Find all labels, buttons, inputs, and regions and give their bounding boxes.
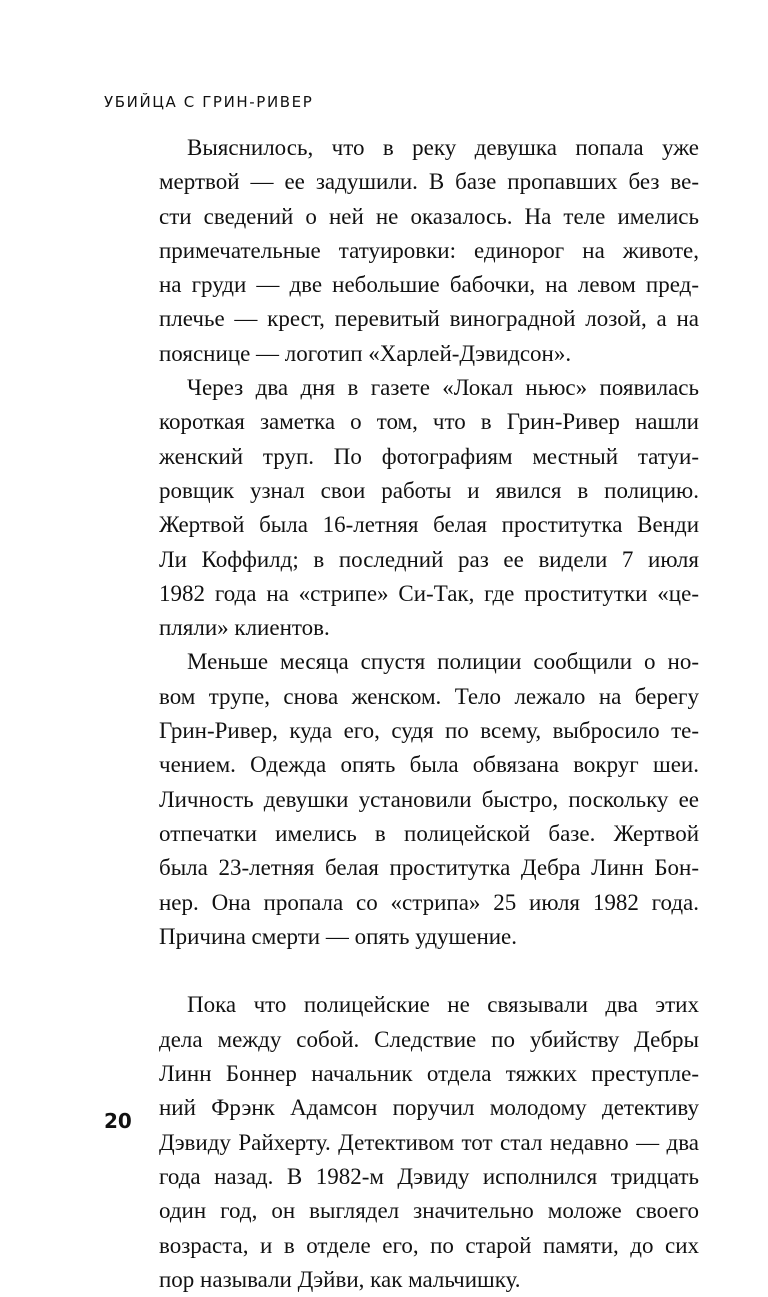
- text-line: пляли» клиентов.: [159, 615, 330, 641]
- body-text: [159, 131, 699, 1297]
- text-line: была 23-летняя белая проститутка Дебра Линн Бон-: [159, 855, 699, 881]
- paragraph-3: [159, 645, 699, 954]
- text-line: женский труп. По фотографиям местный татуи-: [159, 443, 699, 469]
- paragraph-2: [159, 371, 699, 645]
- text-line: мертвой — ее задушили. В базе пропавших без ве-: [159, 169, 699, 195]
- text-line: года назад. В 1982-м Дэвиду исполнился тридцать: [159, 1163, 699, 1189]
- text-line: короткая заметка о том, что в Грин-Ривер нашли: [159, 409, 699, 435]
- text-line: Через два дня в газете «Локал ньюс» появилась: [187, 375, 699, 401]
- text-line: отпечатки имелись в полицейской базе. Жертвой: [159, 820, 699, 846]
- text-line: вом трупе, снова женском. Тело лежало на берегу: [159, 683, 699, 709]
- text-line: примечательные татуировки: единорог на животе,: [159, 237, 699, 263]
- text-line: ний Фрэнк Адамсон поручил молодому детективу: [159, 1095, 699, 1121]
- page-number: 20: [104, 1109, 132, 1133]
- section-break: [159, 954, 699, 988]
- text-line: Ли Коффилд; в последний раз ее видели 7 июля: [159, 546, 699, 572]
- running-head: УБИЙЦА С ГРИН-РИВЕР: [104, 93, 314, 111]
- text-line: Дэвиду Райхерту. Детективом тот стал недавно — два: [159, 1129, 699, 1155]
- text-line: ровщик узнал свои работы и явился в полицию.: [159, 477, 699, 503]
- text-line: нер. Она пропала со «стрипа» 25 июля 1982 года.: [159, 889, 699, 915]
- text-line: чением. Одежда опять была обвязана вокруг шеи.: [159, 752, 699, 778]
- text-line: сти сведений о ней не оказалось. На теле имелись: [159, 203, 699, 229]
- text-line: на груди — две небольшие бабочки, на левом пред-: [159, 272, 699, 298]
- text-line: один год, он выглядел значительно моложе своего: [159, 1198, 699, 1224]
- text-line: возраста, и в отделе его, по старой памяти, до сих: [159, 1232, 699, 1258]
- text-line: Выяснилось, что в реку девушка попала уже: [187, 135, 699, 160]
- text-line: Личность девушки установили быстро, поскольку ее: [159, 786, 699, 812]
- paragraph-1: [159, 131, 699, 371]
- text-line: Жертвой была 16-летняя белая проститутка Венди: [159, 512, 699, 538]
- text-line: Причина смерти — опять удушение.: [159, 923, 518, 949]
- text-line: Линн Боннер начальник отдела тяжких преступле-: [159, 1061, 699, 1087]
- text-line: 1982 года на «стрипе» Си-Так, где проститутки «це-: [159, 580, 699, 606]
- text-line: дела между собой. Следствие по убийству Дебры: [159, 1026, 699, 1052]
- text-line: пояснице — логотип «Харлей-Дэвидсон».: [159, 340, 572, 366]
- text-line: Меньше месяца спустя полиции сообщили о но-: [187, 649, 699, 675]
- text-line: Грин-Ривер, куда его, судя по всему, выбросило те-: [159, 718, 699, 744]
- text-line: Пока что полицейские не связывали два этих: [187, 992, 699, 1018]
- text-line: пор называли Дэйви, как мальчишку.: [159, 1266, 521, 1292]
- paragraph-4: [159, 988, 699, 1297]
- text-line: плечье — крест, перевитый виноградной лозой, а на: [159, 306, 699, 332]
